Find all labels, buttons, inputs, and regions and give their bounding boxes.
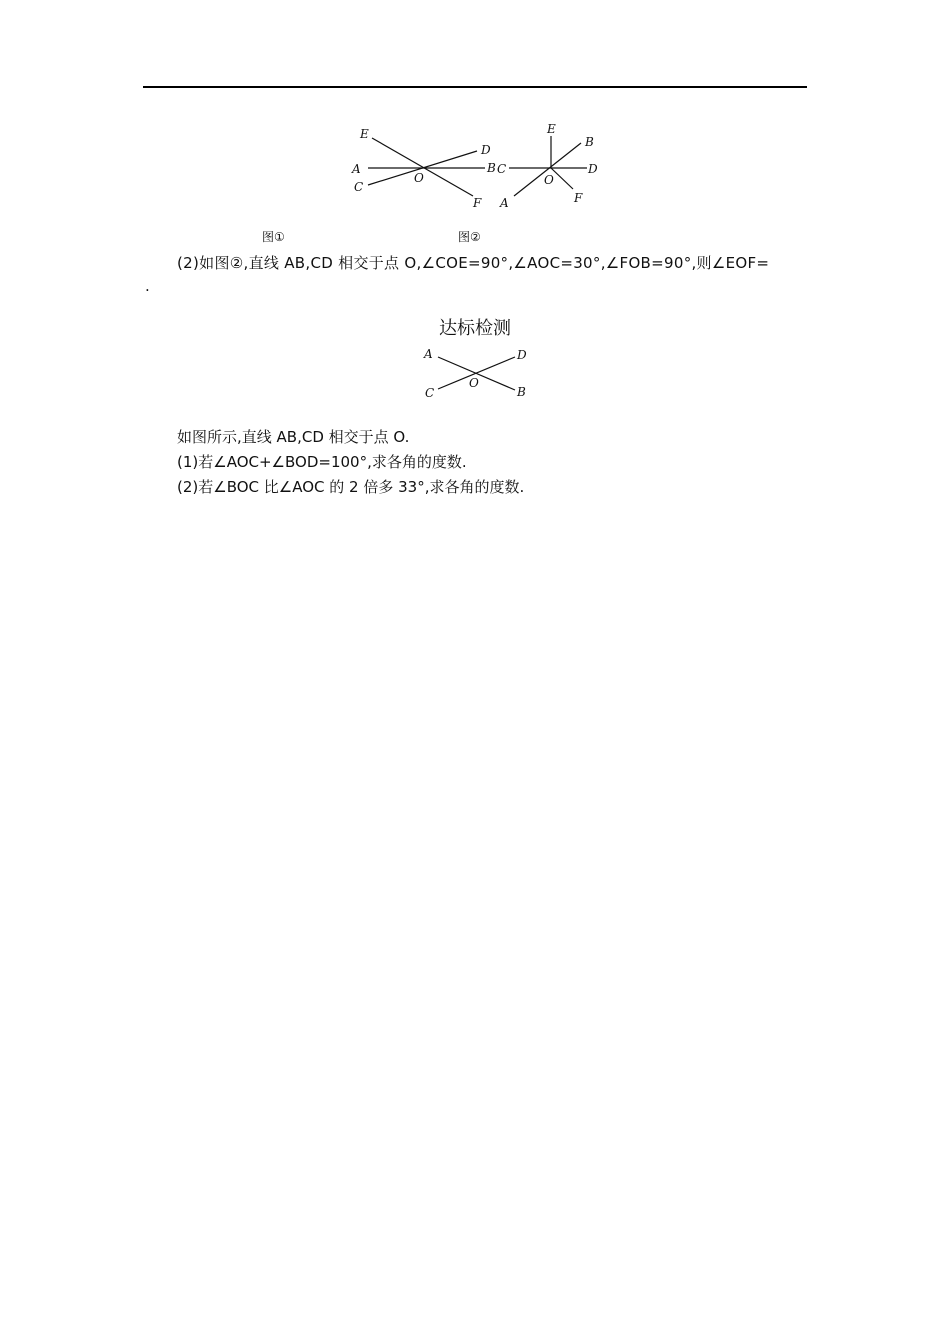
figure-2-caption: 图② [458, 230, 481, 244]
line-ab [514, 143, 581, 196]
label-d: D [481, 143, 491, 157]
label-b: B [517, 385, 526, 399]
label-f: F [574, 191, 583, 205]
label-c: C [425, 386, 435, 400]
label-b: B [487, 161, 496, 175]
label-a: A [500, 196, 509, 210]
figure-2 [492, 118, 608, 218]
ray-of [551, 168, 573, 189]
label-c: C [497, 162, 507, 176]
label-d: D [588, 162, 598, 176]
label-a: A [352, 162, 361, 176]
question-2-tail: . [145, 277, 150, 295]
label-e: E [360, 127, 369, 141]
problem-q2: (2)若∠BOC 比∠AOC 的 2 倍多 33°,求各角的度数. [177, 478, 525, 496]
problem-q1: (1)若∠AOC+∠BOD=100°,求各角的度数. [177, 453, 467, 471]
label-b: B [585, 135, 594, 149]
label-o: O [414, 171, 424, 185]
label-d: D [517, 348, 527, 362]
label-o: O [544, 173, 554, 187]
figure-1 [340, 118, 500, 218]
section-title: 达标检测 [439, 318, 511, 339]
question-2-text: (2)如图②,直线 AB,CD 相交于点 O,∠COE=90°,∠AOC=30°,∠FOB=90°,则∠EOF= [177, 254, 770, 272]
line-eo-of [372, 138, 473, 196]
label-o: O [469, 376, 479, 390]
figure-3 [418, 344, 536, 404]
figure-1-caption: 图① [262, 230, 285, 244]
label-a: A [424, 347, 433, 361]
label-c: C [354, 180, 364, 194]
problem-intro: 如图所示,直线 AB,CD 相交于点 O. [177, 428, 410, 446]
label-e: E [547, 122, 556, 136]
label-f: F [473, 196, 482, 210]
top-rule [143, 86, 807, 88]
